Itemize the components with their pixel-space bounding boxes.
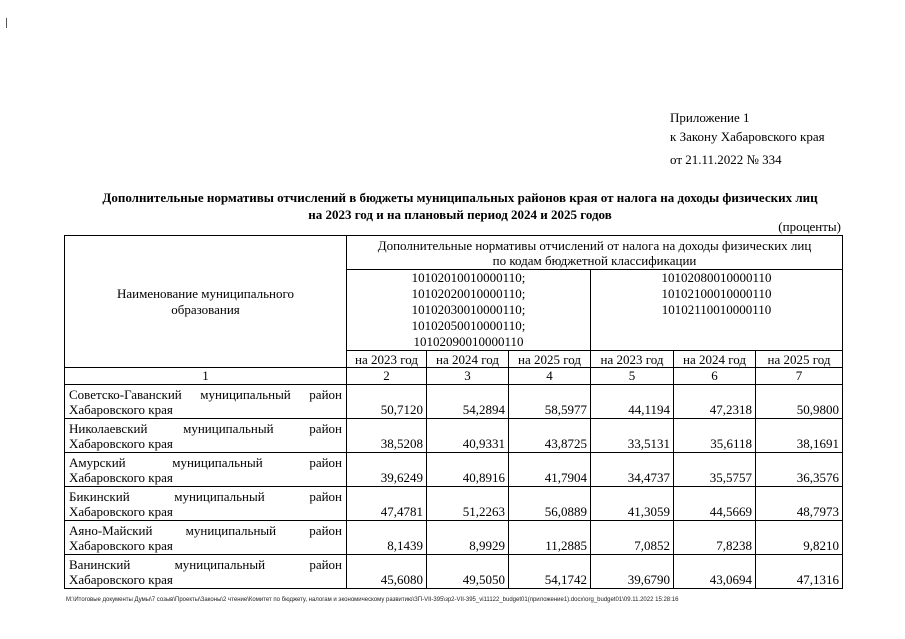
name-word: Ванинский (69, 556, 131, 572)
value-cell: 43,0694 (674, 555, 756, 589)
value-cell: 9,8210 (756, 521, 843, 555)
value-cell: 49,5050 (427, 555, 509, 589)
name-line-2: Хабаровского края (69, 571, 173, 587)
value-cell: 41,3059 (591, 487, 674, 521)
name-word: Аяно-Майский (69, 522, 153, 538)
name-word: Амурский (69, 454, 126, 470)
year-header: на 2023 год (591, 351, 674, 368)
code: 10102080010000110 (661, 270, 772, 285)
table-row (65, 487, 843, 521)
year-header: на 2024 год (427, 351, 509, 368)
value-cell: 38,5208 (347, 419, 427, 453)
name-word: муниципальный (172, 454, 263, 470)
group-header-line-1: Дополнительные нормативы отчислений от налога на доходы физических лиц (377, 237, 812, 253)
municipality-name (65, 487, 347, 521)
value-cell: 54,2894 (427, 385, 509, 419)
appendix-line-3: от 21.11.2022 № 334 (670, 152, 782, 167)
name-line-2: Хабаровского края (69, 469, 173, 485)
municipality-name (65, 521, 347, 555)
value-cell: 58,5977 (509, 385, 591, 419)
value-cell: 44,1194 (591, 385, 674, 419)
name-word: Николаевский (69, 420, 148, 436)
value-cell: 50,7120 (347, 385, 427, 419)
code: 10102020010000110; (411, 286, 526, 301)
name-word: муниципальный (183, 420, 274, 436)
value-cell: 44,5669 (674, 487, 756, 521)
name-header-line-2: образования (171, 301, 240, 317)
column-numbers-row (65, 368, 843, 385)
name-word: район (309, 556, 342, 572)
name-word: район (309, 522, 342, 538)
appendix-block (670, 108, 825, 169)
appendix-line-1: Приложение 1 (670, 110, 750, 125)
value-cell: 54,1742 (509, 555, 591, 589)
units-label: (проценты) (778, 219, 841, 234)
name-line-2: Хабаровского края (69, 435, 173, 451)
code: 10102100010000110 (661, 286, 772, 301)
value-cell: 8,1439 (347, 521, 427, 555)
column-number: 6 (674, 368, 756, 385)
table-row (65, 521, 843, 555)
name-word: район (309, 420, 342, 436)
name-word: район (309, 386, 342, 402)
value-cell: 41,7904 (509, 453, 591, 487)
year-header: на 2025 год (756, 351, 843, 368)
file-path-footer: М:\Итоговые документы Думы\7 созыв\Проекты\Законы\2 чтение\Комитет по бюджету, налогам и экономическому развитию\ЗП-VII-395\зр2-VII-395_vi11122_budget01(приложение1).docx\org_budget01\09.11.2022 15:28:16 (66, 597, 679, 603)
title-line-1: Дополнительные нормативы отчислений в бюджеты муниципальных районов края от налога на доходы физических лиц (102, 190, 818, 205)
codes-group-2 (591, 270, 843, 351)
name-word: Советско-Гаванский (69, 386, 182, 402)
value-cell: 51,2263 (427, 487, 509, 521)
column-number: 1 (65, 368, 347, 385)
name-word: Бикинский (69, 488, 130, 504)
municipality-name (65, 555, 347, 589)
column-number: 7 (756, 368, 843, 385)
value-cell: 8,9929 (427, 521, 509, 555)
code: 10102010010000110; (411, 270, 526, 285)
code: 10102090010000110 (413, 334, 524, 349)
code: 10102050010000110; (411, 318, 526, 333)
value-cell: 47,2318 (674, 385, 756, 419)
value-cell: 45,6080 (347, 555, 427, 589)
municipality-name (65, 453, 347, 487)
name-word: муниципальный (200, 386, 291, 402)
value-cell: 56,0889 (509, 487, 591, 521)
table-row (65, 555, 843, 589)
name-line-2: Хабаровского края (69, 503, 173, 519)
value-cell: 40,9331 (427, 419, 509, 453)
value-cell: 7,0852 (591, 521, 674, 555)
value-cell: 36,3576 (756, 453, 843, 487)
value-cell: 47,1316 (756, 555, 843, 589)
document-title (40, 189, 880, 223)
appendix-line-2: к Закону Хабаровского края (670, 129, 825, 144)
scan-edge-mark (6, 18, 7, 28)
table-row (65, 385, 843, 419)
value-cell: 43,8725 (509, 419, 591, 453)
column-number: 5 (591, 368, 674, 385)
value-cell: 47,4781 (347, 487, 427, 521)
group-header-line-2: по кодам бюджетной классификации (492, 252, 697, 268)
value-cell: 35,6118 (674, 419, 756, 453)
code: 10102030010000110; (411, 302, 526, 317)
column-number: 2 (347, 368, 427, 385)
name-word: муниципальный (174, 488, 265, 504)
name-word: район (309, 454, 342, 470)
table-row (65, 453, 843, 487)
group-header (347, 236, 843, 270)
value-cell: 40,8916 (427, 453, 509, 487)
value-cell: 38,1691 (756, 419, 843, 453)
code: 10102110010000110 (661, 302, 772, 317)
value-cell: 39,6790 (591, 555, 674, 589)
municipality-name (65, 385, 347, 419)
value-cell: 48,7973 (756, 487, 843, 521)
name-word: район (309, 488, 342, 504)
column-number: 4 (509, 368, 591, 385)
value-cell: 34,4737 (591, 453, 674, 487)
name-line-2: Хабаровского края (69, 537, 173, 553)
year-header: на 2023 год (347, 351, 427, 368)
name-word: муниципальный (185, 522, 277, 538)
year-header: на 2024 год (674, 351, 756, 368)
value-cell: 35,5757 (674, 453, 756, 487)
title-line-2: на 2023 год и на плановый период 2024 и 2025 годов (308, 207, 612, 222)
value-cell: 33,5131 (591, 419, 674, 453)
value-cell: 50,9800 (756, 385, 843, 419)
codes-group-1 (347, 270, 591, 351)
table-row (65, 419, 843, 453)
value-cell: 39,6249 (347, 453, 427, 487)
norms-table (64, 235, 843, 589)
name-header-line-1: Наименование муниципального (116, 285, 295, 301)
municipality-name (65, 419, 347, 453)
column-number: 3 (427, 368, 509, 385)
name-line-2: Хабаровского края (69, 401, 173, 417)
value-cell: 7,8238 (674, 521, 756, 555)
name-word: муниципальный (174, 556, 266, 572)
value-cell: 11,2885 (509, 521, 591, 555)
column-header-name (65, 236, 347, 368)
year-header: на 2025 год (509, 351, 591, 368)
